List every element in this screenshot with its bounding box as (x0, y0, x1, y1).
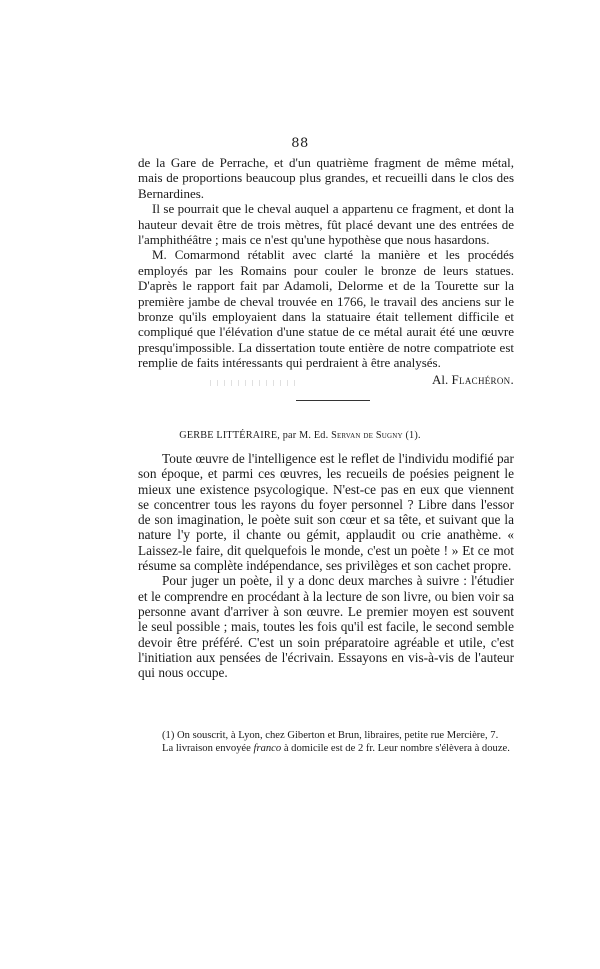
footnote-line (158, 742, 514, 755)
paragraph: de la Gare de Perrache, et d'un quatrième fragment de même métal, mais de proportions beaucoup plus grandes, et recueilli dans le clos des Bernardines. (138, 155, 514, 201)
article-heading (0, 430, 600, 441)
continued-text (138, 155, 514, 371)
heading-note-ref: (1). (405, 430, 421, 441)
footnotes (158, 729, 514, 755)
footnote-line: (1) On souscrit, à Lyon, chez Giberton et Brun, libraires, petite rue Mercière, 7. (162, 730, 499, 741)
page-number: 88 (291, 136, 309, 151)
footnote-italic: franco (253, 743, 282, 754)
article-body (138, 451, 514, 680)
signature-name: Flachéron. (451, 372, 514, 387)
footnote-text: La livraison envoyée (162, 743, 251, 754)
paragraph: Il se pourrait que le cheval auquel a appartenu ce fragment, et dont la hauteur devait être de trois mètres, fût placé devant une des entrées de l'amphithéâtre ; mais ce n'est qu'une hypothèse que nous hasardons. (138, 201, 514, 248)
heading-title: GERBE LITTÉRAIRE, par M. Ed. (179, 430, 329, 441)
section-divider (296, 400, 370, 401)
author-signature (138, 372, 514, 388)
signature-initial: Al. (432, 372, 449, 387)
paragraph: M. Comarmond rétablit avec clarté la manière et les procédés employés par les Romains pour couler le bronze de leurs statues. D'après le rapport fait par Adamoli, Delorme et de la Tourette sur la première jambe de cheval trouvée en 1766, le travail des anciens sur le bronze qu'ils employaient dans la statuaire était tellement difficile et compliqué que l'élévation d'une statue de ce métal aurait été une œuvre presqu'impossible. La dissertation toute entière de notre compatriote est remplie de faits intéressants qui perdraient à être analysés. (138, 247, 514, 371)
heading-author: Servan de Sugny (331, 430, 403, 441)
footnote-text: à domicile est de 2 fr. Leur nombre s'élèvera à douze. (283, 743, 510, 754)
paragraph: Toute œuvre de l'intelligence est le reflet de l'individu modifié par son époque, et parmi ces œuvres, les recueils de poésies peignent le mieux une existence psycologique. N'est-ce pas en eux que viennent se concentrer tous les rayons du foyer personnel ? Libre dans l'essor de son imagination, le poète suit son cœur et sa tête, et suivant que la nature l'y porte, il chante ou gémit, applaudit ou crie anathème. « Laissez-le faire, dit quelquefois le monde, c'est un poète ! » Et ce mot résume sa complète indépendance, ses privilèges et son cachet propre. (138, 451, 514, 574)
paragraph: Pour juger un poète, il y a donc deux marches à suivre : l'étudier et le comprendre en procédant à la lecture de son livre, ou bien voir sa personne avant d'arriver à son œuvre. Le premier moyen est souvent le seul possible ; mais, toutes les fois qu'il est facile, le second semble devoir être préféré. C'est un soin préparatoire agréable et utile, c'est l'initiation aux pensées de l'écrivain. Essayons en vis-à-vis de l'auteur qui nous occupe. (138, 573, 514, 681)
